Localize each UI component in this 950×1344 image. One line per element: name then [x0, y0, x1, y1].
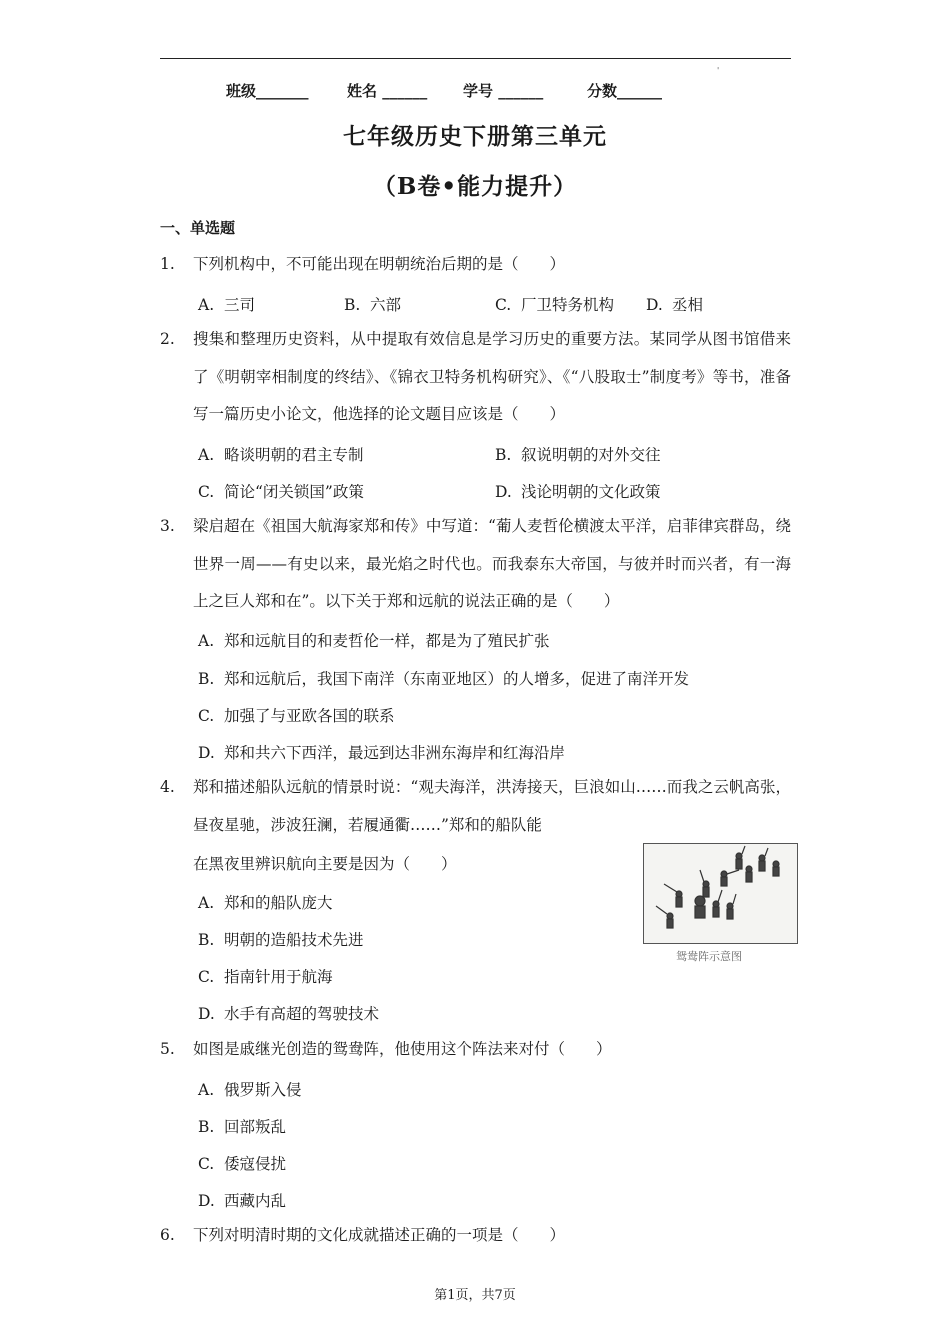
q1-option-a[interactable]: A. 三司 [198, 296, 256, 314]
q1-option-d[interactable]: D. 丞相 [646, 296, 704, 314]
student-id-field: 学号 ______ [463, 82, 544, 100]
class-field: 班级_______ [226, 82, 309, 100]
q2-option-a[interactable]: A. 略谈明朝的君主专制 [198, 446, 364, 464]
page-title: 七年级历史下册第三单元 [343, 123, 607, 150]
question-number: 5. [160, 1040, 175, 1058]
q4-option-c[interactable]: C. 指南针用于航海 [198, 968, 333, 986]
section-heading: 一、单选题 [160, 219, 236, 237]
question-text: 下列机构中，不可能出现在明朝统治后期的是（ ） [193, 255, 566, 273]
q4-option-b[interactable]: B. 明朝的造船技术先进 [198, 931, 364, 949]
question-text: 梁启超在《祖国大航海家郑和传》中写道：“葡人麦哲伦横渡太平洋，启菲律宾群岛，绕世界一周——有史以来，最光焰之时代也。而我泰东大帝国，与彼并时而兴者，有一海上之巨人郑和在”。以下关于郑和远航的说法正确的是（ ） [193, 517, 791, 610]
question-number: 3. [160, 517, 175, 535]
question-number: 2. [160, 330, 175, 348]
q4-option-d[interactable]: D. 水手有高超的驾驶技术 [198, 1005, 380, 1023]
q3-option-a[interactable]: A. 郑和远航目的和麦哲伦一样，都是为了殖民扩张 [198, 632, 550, 650]
question-number: 1. [160, 255, 175, 273]
figure-caption: 鸳鸯阵示意图 [676, 950, 742, 963]
page-subtitle: （B卷•能力提升） [372, 173, 578, 200]
q3-option-b[interactable]: B. 郑和远航后，我国下南洋（东南亚地区）的人增多，促进了南洋开发 [198, 670, 690, 688]
question-text: 下列对明清时期的文化成就描述正确的一项是（ ） [193, 1226, 566, 1244]
q5-option-d[interactable]: D. 西藏内乱 [198, 1192, 287, 1210]
soldier-formation-drawing [644, 844, 797, 943]
name-field: 姓名 ______ [347, 82, 428, 100]
formation-illustration [643, 843, 798, 944]
q4-option-a[interactable]: A. 郑和的船队庞大 [198, 894, 333, 912]
q1-option-b[interactable]: B. 六部 [344, 296, 402, 314]
question-4-continuation: 在黑夜里辨识航向主要是因为（ ） [193, 855, 457, 873]
question-text: 如图是戚继光创造的鸳鸯阵，他使用这个阵法来对付（ ） [193, 1040, 612, 1058]
q2-option-d[interactable]: D. 浅论明朝的文化政策 [495, 483, 661, 501]
q2-option-c[interactable]: C. 简论“闭关锁国”政策 [198, 483, 364, 501]
q5-option-b[interactable]: B. 回部叛乱 [198, 1118, 287, 1136]
top-rule [160, 58, 791, 59]
question-text: 搜集和整理历史资料，从中提取有效信息是学习历史的重要方法。某同学从图书馆借来了《明朝宰相制度的终结》、《锦衣卫特务机构研究》、《“八股取士”制度考》等书，准备写一篇历史小论文，他选择的论文题目应该是（ ） [193, 330, 791, 423]
question-number: 6. [160, 1226, 175, 1244]
q1-option-c[interactable]: C. 厂卫特务机构 [495, 296, 615, 314]
q5-option-a[interactable]: A. 俄罗斯入侵 [198, 1081, 302, 1099]
score-field: 分数______ [587, 82, 663, 100]
q5-option-c[interactable]: C. 倭寇侵扰 [198, 1155, 287, 1173]
question-text: 郑和描述船队远航的情景时说：“观夫海洋，洪涛接天，巨浪如山……而我之云帆高张，昼夜星驰，涉波狂澜，若履通衢……”郑和的船队能 [193, 778, 791, 834]
q2-option-b[interactable]: B. 叙说明朝的对外交往 [495, 446, 661, 464]
q3-option-d[interactable]: D. 郑和共六下西洋，最远到达非洲东海岸和红海沿岸 [198, 744, 566, 762]
q3-option-c[interactable]: C. 加强了与亚欧各国的联系 [198, 707, 395, 725]
corner-mark: ' [717, 66, 720, 75]
page-footer: 第1页，共7页 [434, 1288, 516, 1303]
question-number: 4. [160, 778, 175, 796]
